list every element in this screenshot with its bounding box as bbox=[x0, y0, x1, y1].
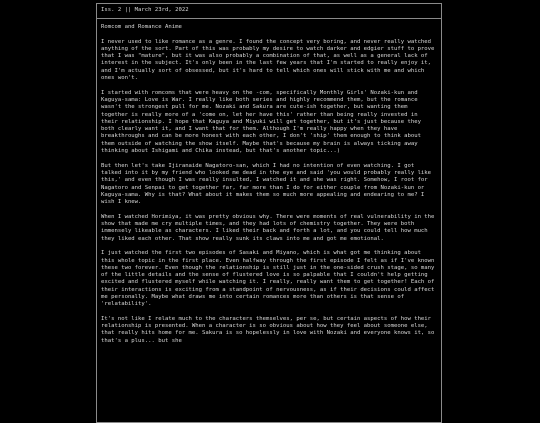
subject-line: Romcom and Romance Anime bbox=[101, 24, 182, 30]
document-frame bbox=[96, 3, 442, 423]
paragraph: When I watched Horimiya, it was pretty obvious why. There were moments of real vulnerability in the show that made me cry multiple times, and they had lots of chemistry together. They were both immensely likeable as characters. I liked their back and forth a lot, and you could tell how much they liked each other. That show really sunk its claws into me and got me emotional. bbox=[101, 213, 435, 242]
paragraph: It's not like I relate much to the characters themselves, per se, but certain aspects of how their relationship is presented. When a character is so obvious about how they feel about someone else, that really hits home for me. Sakura is so hopelessly in love with Nozaki and everyone knows it, so that's a plus... but she bbox=[101, 315, 435, 344]
issue-header bbox=[97, 4, 441, 19]
paragraph: I just watched the first two episodes of Sasaki and Miyano, which is what got me thinking about this whole topic in the first place. Even halfway through the first episode I felt as if I've known these two forever. Even though the relationship is still just in the one-sided crush stage, so many of the little details and the sense of flustered love is so palpable that I couldn't help getting excited and flustered myself while watching it. I really, really want them to get together! Each of their interactions is exciting from a standpoint of nervousness, as if their decisions could affect me personally. Maybe what draws me into certain romances more than others is that sense of 'relatability'. bbox=[101, 250, 435, 308]
issue-title: Iss. 2 || March 23rd, 2022 bbox=[101, 7, 189, 13]
paragraph: I started with romcoms that were heavy on the -com, specifically Monthly Girls' Nozaki-kun and Kaguya-sama: Love is War. I really like both series and highly recommend them, but the romance wasn't the strongest pull for me. Nozaki and Sakura are cute-ish together, but wanting them together is really more of a 'come on, let her have this' rather than being really invested in their relationship. I hope that Kaguya and Miyuki will get together, but it's just because they both clearly want it, and I want that for them. Although I'm really happy when they have breakthroughs and can be more honest with each other, I don't 'ship' them enough to think about them outside of watching the show itself. Maybe that's because my brain is always ticking away thinking about Ishigami and Chika instead, but that's another topic...) bbox=[101, 89, 421, 155]
paragraph: I never used to like romance as a genre. I found the concept very boring, and never really watched anything of the sort. Part of this was probably my desire to watch darker and edgier stuff to prove that I was "mature", but it was also probably a combination of that, as well as a general lack of interest in the subject. It's only been in the last few years that I'm started to really enjoy it, and I'm actually sort of obsessed, but it's hard to tell which ones will stick with me and which ones won't. bbox=[101, 38, 435, 82]
document-body bbox=[97, 19, 441, 345]
paragraph: But then let's take Ijiranaide Nagatoro-san, which I had no intention of even watching. I got talked into it by my friend who looked me dead in the eye and said 'you would probably really like this,' and even though I was really insulted, I watched it and she was right. Somehow, I root for Nagatoro and Senpai to get together far, far more than I do for either couple from Nozaki-kun or Kaguya-sama. Why is that? What about it makes them so much more appealing and endearing to me? I wish I knew. bbox=[101, 162, 432, 206]
